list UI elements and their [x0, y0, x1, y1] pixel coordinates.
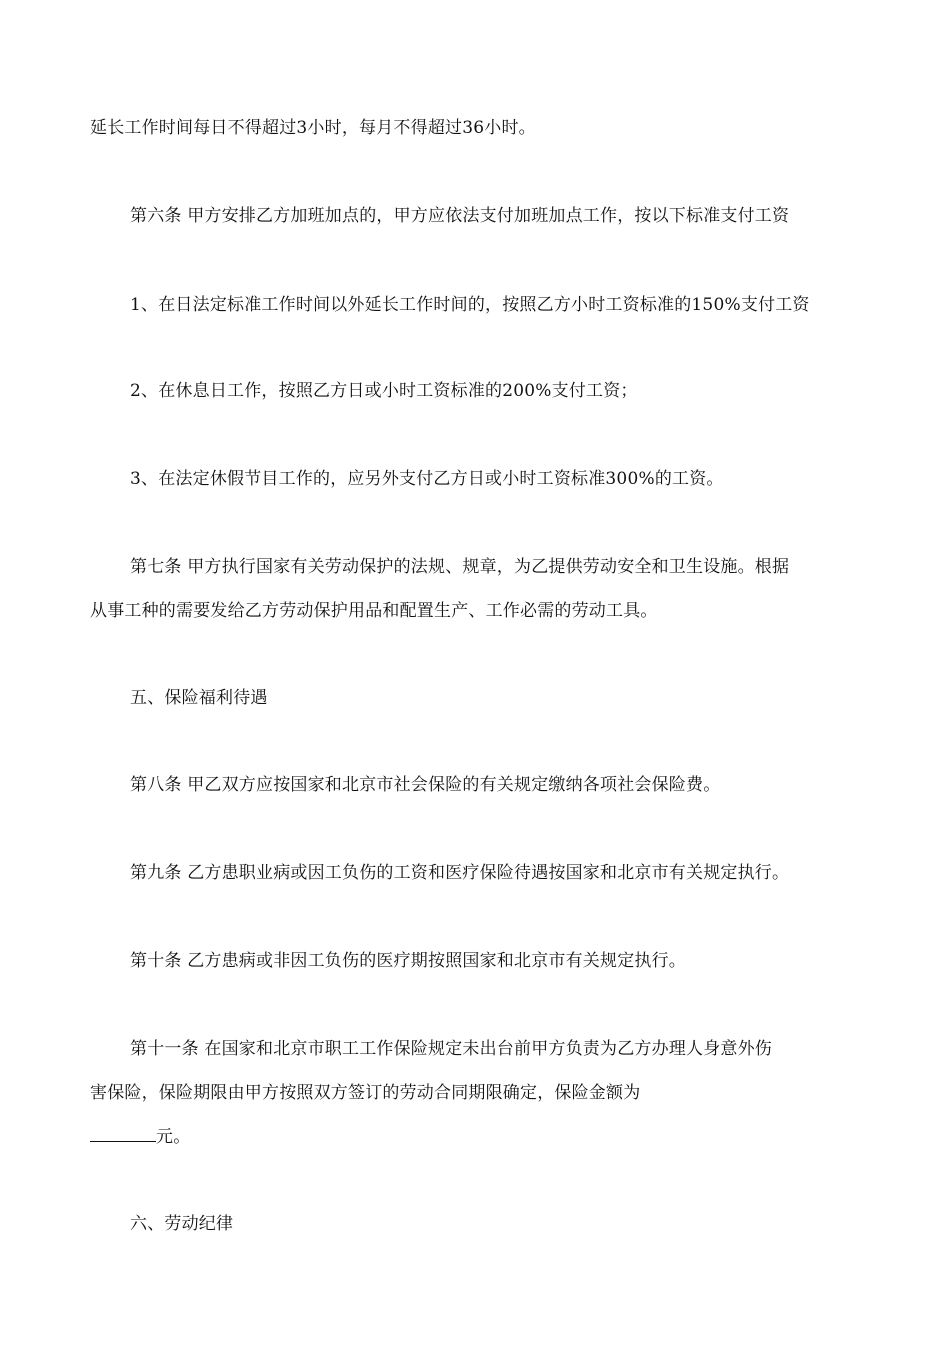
- text-line-article-11-part2: 害保险，保险期限由甲方按照双方签订的劳动合同期限确定，保险金额为: [90, 1083, 641, 1103]
- text-line-item-1: 1、在日法定标准工作时间以外延长工作时间的，按照乙方小时工资标准的150%支付工资: [130, 295, 810, 315]
- text-line-insurance-amount: [90, 1125, 190, 1149]
- insurance-amount-blank: [90, 1126, 156, 1142]
- section-heading-insurance: 五、保险福利待遇: [130, 688, 268, 708]
- text-line-overtime-limit: 延长工作时间每日不得超过3小时，每月不得超过36小时。: [90, 118, 536, 138]
- text-line-article-10: 第十条 乙方患病或非因工负伤的医疗期按照国家和北京市有关规定执行。: [130, 951, 687, 971]
- currency-unit-text: 元。: [156, 1127, 191, 1147]
- text-line-item-3: 3、在法定休假节目工作的，应另外支付乙方日或小时工资标准300%的工资。: [130, 469, 724, 489]
- text-line-article-8: 第八条 甲乙双方应按国家和北京市社会保险的有关规定缴纳各项社会保险费。: [130, 775, 721, 795]
- text-line-article-7-part2: 从事工种的需要发给乙方劳动保护用品和配置生产、工作必需的劳动工具。: [90, 601, 658, 621]
- text-line-article-6: 第六条 甲方安排乙方加班加点的，甲方应依法支付加班加点工作，按以下标准支付工资: [130, 206, 790, 226]
- text-line-article-11-part1: 第十一条 在国家和北京市职工工作保险规定未出台前甲方负责为乙方办理人身意外伤: [130, 1039, 773, 1059]
- text-line-item-2: 2、在休息日工作，按照乙方日或小时工资标准的200%支付工资；: [130, 381, 638, 401]
- text-line-article-9: 第九条 乙方患职业病或因工负伤的工资和医疗保险待遇按国家和北京市有关规定执行。: [130, 863, 790, 883]
- section-heading-labor-discipline: 六、劳动纪律: [130, 1214, 234, 1234]
- text-line-article-7-part1: 第七条 甲方执行国家有关劳动保护的法规、规章，为乙提供劳动安全和卫生设施。根据: [130, 557, 790, 577]
